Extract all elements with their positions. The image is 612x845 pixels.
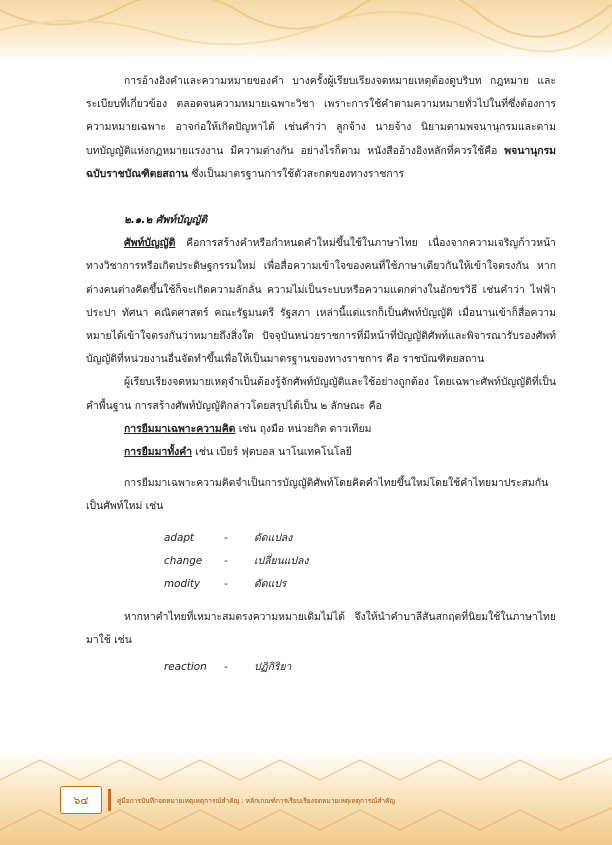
- page-number: ๖๔: [60, 786, 102, 814]
- page-footer: [60, 787, 560, 813]
- word-row: [164, 527, 556, 550]
- english-word: reaction: [164, 661, 207, 674]
- thai-word: เปลี่ยนแปลง: [254, 554, 309, 567]
- footer-divider: [108, 789, 111, 811]
- word-row: [164, 656, 556, 679]
- paragraph-text-tail: ซึ่งเป็นมาตรฐานการใช้ตัวสะกดของทางราชการ: [188, 167, 405, 180]
- word-row: [164, 573, 556, 596]
- method-label: การยืมมาเฉพาะความคิด: [124, 422, 236, 435]
- paragraph-borrow-pali: หากหาคำไทยที่เหมาะสมตรงความหมายเดิมไม่ได้ จึงให้นำคำบาลีสันสกฤตที่นิยมใช้ในภาษาไทยมาใช้ เช่น: [86, 610, 556, 646]
- running-footer-title: คู่มือการบันทึกจดหมายเหตุเหตุการณ์สำคัญ : หลักเกณฑ์การเรียบเรียงจดหมายเหตุเหตุการณ์สำคัญ: [117, 796, 396, 805]
- header-pattern: [0, 0, 612, 62]
- method-item-1: [86, 418, 556, 441]
- thai-word: ดัดแปร: [254, 577, 287, 590]
- thai-word: ดัดแปลง: [254, 531, 293, 544]
- dash: -: [224, 661, 228, 674]
- english-word: modity: [164, 577, 201, 590]
- dash: -: [224, 577, 228, 590]
- dash: -: [224, 554, 228, 567]
- paragraph-methods: ผู้เรียบเรียงจดหมายเหตุจำเป็นต้องรู้จักศัพท์บัญญัติและใช้อย่างถูกต้อง โดยเฉพาะศัพท์บัญญัติที่เป็นคำพื้นฐาน การสร้างศัพท์บัญญัติกล่าวโดยสรุปได้เป็น ๒ ลักษณะ คือ: [86, 376, 556, 412]
- paragraph-reference: [86, 70, 556, 186]
- method-text: เช่น เบียร์ ฟุตบอล นาโนเทคโนโลยี: [192, 446, 352, 459]
- word-list-1: [164, 527, 556, 596]
- paragraph-borrow-concept: การยืมมาเฉพาะความคิดจำเป็นการบัญญัติศัพท์โดยคิดคำไทยขึ้นใหม่โดยใช้คำไทยมาประสมกันเป็นศัพท์ใหม่ เช่น: [86, 477, 549, 513]
- english-word: change: [164, 554, 203, 567]
- bold-term: พจนานุกรมฉบับราชบัณฑิตยสถาน: [86, 144, 556, 180]
- word-row: [164, 550, 556, 573]
- method-label: การยืมมาทั้งคำ: [124, 446, 193, 459]
- english-word: adapt: [164, 531, 194, 544]
- header-decoration-band: [0, 0, 612, 62]
- method-item-2: [86, 441, 556, 464]
- paragraph-text: การอ้างอิงคำและความหมายของคำ บางครั้งผู้เรียบเรียงจดหมายเหตุต้องดูบริบท กฎหมาย และระเบียบที่เกี่ยวข้อง ตลอดจนความหมายเฉพาะวิชา เพราะการใช้คำตามความหมายทั่วไปในที่ซึ่งต้องการความหมายเฉพาะ อาจก่อให้เกิดปัญหาได้ เช่นคำว่า ลูกจ้าง นายจ้าง นิยามตามพจนานุกรมและตามบทบัญญัติแห่งกฎหมายแรงงาน มีความต่างกัน อย่างไรก็ตาม หนังสืออ้างอิงหลักที่ควรใช้คือ: [86, 75, 556, 157]
- paragraph-definition: [86, 232, 556, 371]
- defined-term: ศัพท์บัญญัติ: [124, 237, 176, 250]
- word-list-2: [164, 656, 556, 679]
- dash: -: [224, 531, 228, 544]
- thai-word: ปฏิกิริยา: [254, 661, 292, 674]
- method-text: เช่น ถุงมือ หน่วยกิต ดาวเทียม: [235, 422, 372, 435]
- page-content: [86, 70, 556, 689]
- paragraph-text: คือการสร้างคำหรือกำหนดคำใหม่ขึ้นใช้ในภาษาไทย เนื่องจากความเจริญก้าวหน้าทางวิชาการหรือเกิดประดิษฐกรรมใหม่ เพื่อสื่อความเข้าใจของคนที่ใช้ภาษาเดียวกันให้เข้าใจตรงกัน หากต่างคนต่างคิดขึ้นใช้ก็จะเกิดความลักลั่น ความไม่เป็นระบบหรือความแตกต่างในอักขรวิธี เช่นคำว่า ไฟฟ้า ประปา ทัศนา คณิตศาสตร์ คณะรัฐมนตรี รัฐสภา เหล่านี้แต่แรกก็เป็นศัพท์บัญญัติ เมื่อนานเข้าก็สื่อความหมายได้เข้าใจตรงกันว่าหมายถึงสิ่งใด ปัจจุบันหน่วยราชการที่มีหน้าที่บัญญัติศัพท์และพิจารณารับรองศัพท์บัญญัติที่หน่วยงานอื่นจัดทำขึ้นเพื่อให้เป็นมาตรฐานของทางราชการ คือ ราชบัณฑิตยสถาน: [86, 237, 556, 366]
- section-heading: ๒.๑.๒ ศัพท์บัญญัติ: [124, 214, 208, 227]
